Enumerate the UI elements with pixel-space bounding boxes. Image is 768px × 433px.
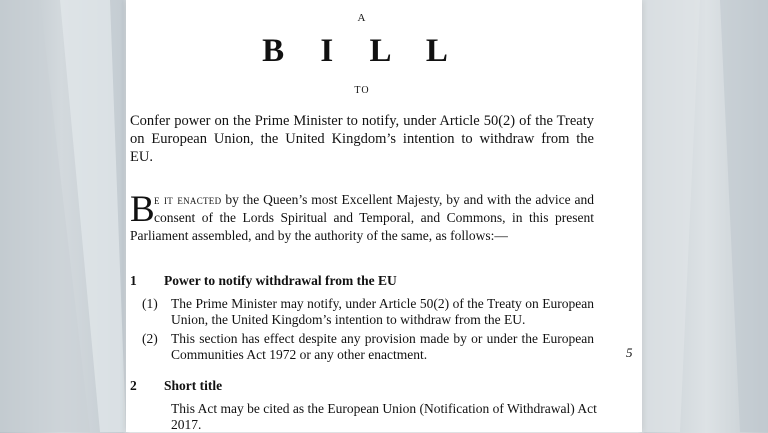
subsection-line: This Act may be cited as the European Union (Notification of Withdrawal) Act	[171, 401, 597, 416]
enacting-text: by the Queen’s most Excellent Majesty, by and with the advice and	[221, 192, 595, 207]
section-heading: Power to notify withdrawal from the EU	[164, 273, 397, 288]
line-number: 5	[626, 345, 633, 360]
long-title-line: EU.	[130, 149, 153, 165]
subsection-line: Communities Act 1972 or any other enactment.	[171, 347, 428, 362]
subsection-line: This section has effect despite any provision made by or under the European	[171, 331, 594, 346]
to-word: TO	[354, 85, 370, 96]
subsection-number: (1)	[142, 296, 158, 311]
enacting-smallcaps: e it enacted	[154, 192, 222, 207]
enacting-line	[154, 191, 594, 209]
subsection-number: (2)	[142, 331, 158, 346]
section-number: 1	[130, 273, 137, 288]
enacting-line: Parliament assembled, and by the authority of the same, as follows:—	[130, 228, 508, 243]
section-heading: Short title	[164, 378, 223, 393]
enacting-line: consent of the Lords Spiritual and Temporal, and Commons, in this present	[154, 210, 594, 225]
drop-cap: B	[130, 189, 155, 230]
long-title-line: Confer power on the Prime Minister to notify, under Article 50(2) of the Treaty	[130, 113, 594, 129]
bill-title: B I L L	[262, 33, 462, 69]
subsection-text	[171, 331, 594, 363]
long-title	[130, 112, 594, 166]
subsection-text	[171, 296, 594, 328]
article-a: A	[357, 12, 367, 24]
subsection-line: Union, the United Kingdom’s intention to withdraw from the EU.	[171, 312, 526, 327]
bill-page	[126, 0, 642, 432]
long-title-line: on European Union, the United Kingdom’s intention to withdraw from the	[130, 131, 594, 147]
subsection-text	[171, 401, 597, 433]
subsection-line: The Prime Minister may notify, under Article 50(2) of the Treaty on European	[171, 296, 594, 311]
section-number: 2	[130, 378, 137, 393]
subsection-line: 2017.	[171, 417, 202, 432]
